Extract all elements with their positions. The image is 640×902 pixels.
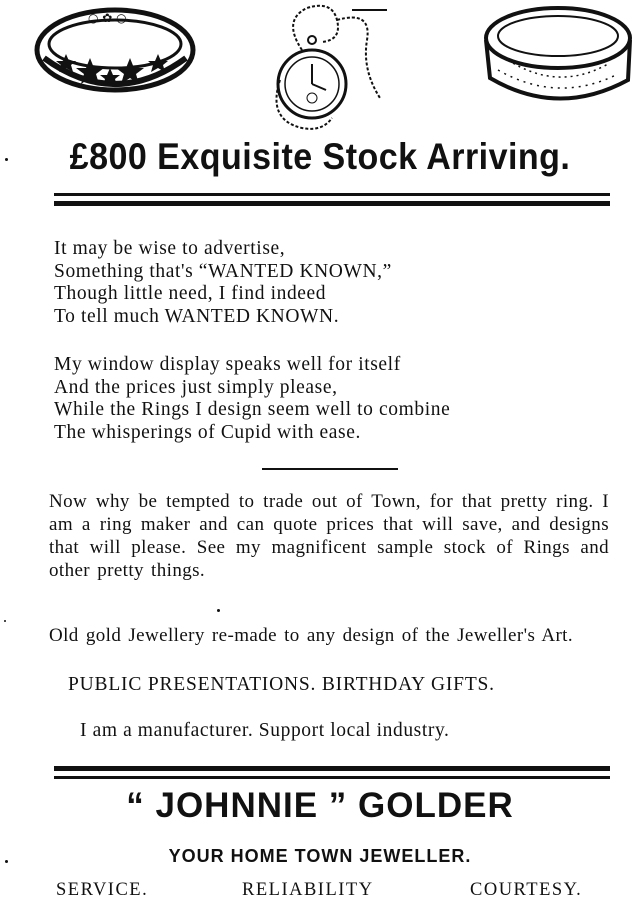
footer-courtesy: COURTESY.: [470, 880, 583, 900]
ring-maker-paragraph: Now why be tempted to trade out of Town, for that pretty ring. I am a ring maker and can quote prices that will save, and designs that will please. See my magnificent sample stock of Rings and other pretty things.: [49, 491, 609, 581]
poem-line: The whisperings of Cupid with ease.: [54, 421, 361, 443]
poem-line: Something that's “WANTED KNOWN,”: [54, 260, 392, 282]
brand-name: “ JOHNNIE ” GOLDER: [126, 786, 514, 825]
poem-line: Though little need, I find indeed: [54, 283, 327, 304]
double-rule-top-a: [54, 193, 610, 196]
double-rule-bottom-a: [54, 766, 610, 771]
double-rule-bottom-b: [54, 776, 610, 779]
poem-line: And the prices just simply please,: [54, 376, 338, 398]
print-speck: [217, 609, 220, 612]
pocket-watch-illustration: [262, 0, 392, 135]
poem-line: My window display speaks well for itself: [54, 354, 401, 375]
section-divider: [262, 468, 398, 470]
old-gold-paragraph: Old gold Jewellery re-made to any design of the Jeweller's Art.: [49, 625, 574, 646]
headline: £800 Exquisite Stock Arriving.: [69, 136, 571, 177]
poem-stanza-2: [54, 354, 450, 444]
gold-band-ring-illustration: [478, 0, 638, 115]
print-speck: [5, 158, 8, 161]
manufacturer-line: I am a manufacturer. Support local industry.: [80, 720, 450, 741]
print-speck: [5, 860, 8, 863]
poem-line: To tell much WANTED KNOWN.: [54, 305, 340, 327]
poem-line: It may be wise to advertise,: [54, 238, 286, 259]
jewelled-ring-illustration: [30, 0, 200, 110]
footer-service: SERVICE.: [56, 880, 149, 900]
poem-line: While the Rings I design seem well to combine: [54, 399, 451, 420]
brand-tagline: YOUR HOME TOWN JEWELLER.: [168, 846, 472, 866]
presentations-line: PUBLIC PRESENTATIONS. BIRTHDAY GIFTS.: [68, 674, 495, 695]
print-speck: [4, 620, 6, 622]
footer-reliability: RELIABILITY: [242, 880, 374, 900]
double-rule-top-b: [54, 201, 610, 206]
svg-text:○ ✿ ○: ○ ✿ ○: [88, 11, 127, 25]
poem-stanza-1: [54, 238, 392, 328]
